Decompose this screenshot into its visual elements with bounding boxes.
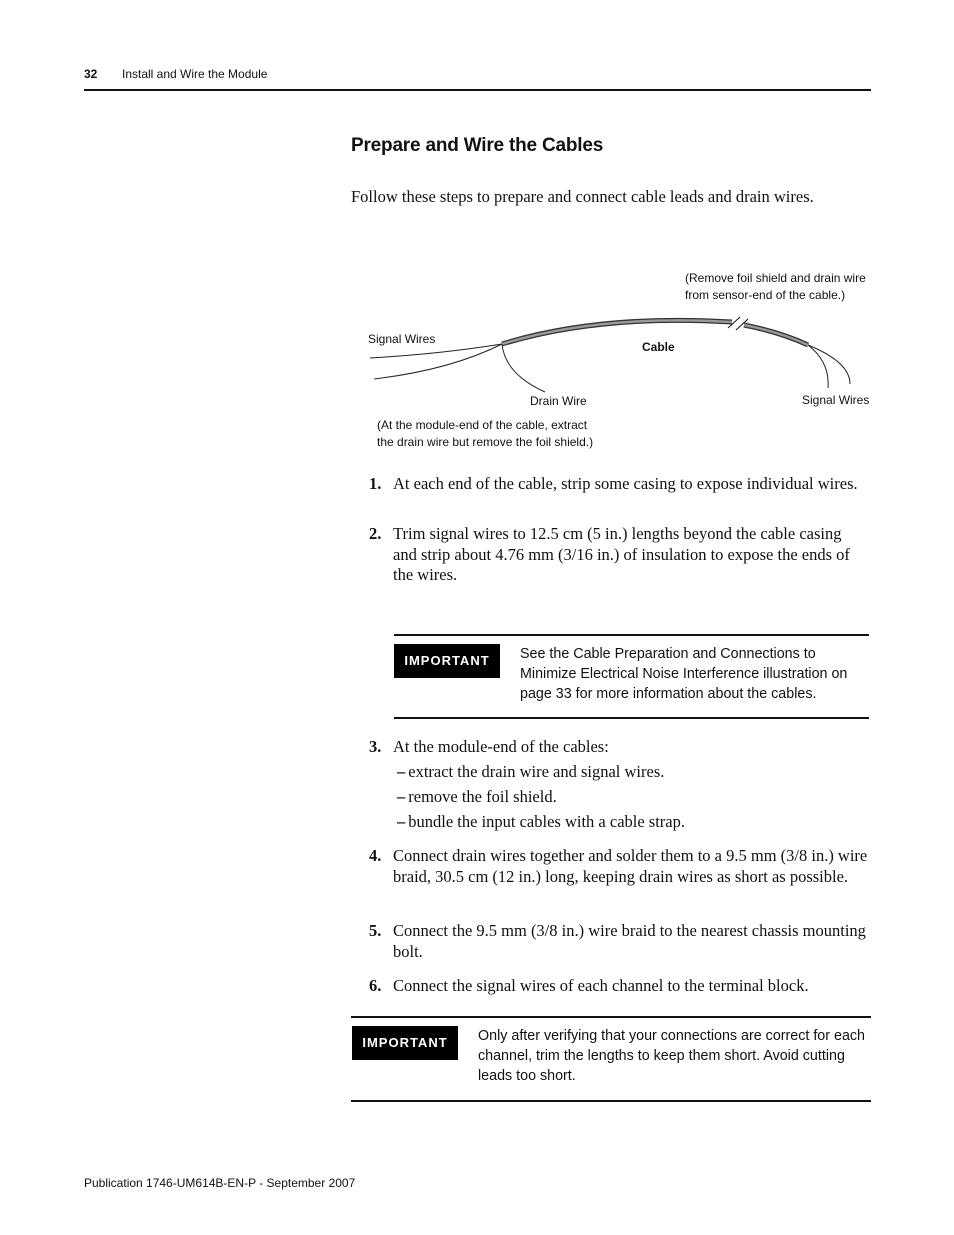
substep-1 — [397, 762, 664, 782]
substep-dash: – — [397, 787, 406, 806]
step-number: 4. — [369, 846, 382, 865]
substep-2 — [397, 787, 557, 807]
signal-wires-left-label: Signal Wires — [368, 332, 436, 346]
substep-dash: – — [397, 812, 406, 831]
step-text: Connect the 9.5 mm (3/8 in.) wire braid to the nearest chassis mounting bolt. — [393, 921, 866, 961]
important-badge: IMPORTANT — [394, 644, 500, 678]
drain-wire-label: Drain Wire — [530, 394, 587, 408]
module-end-note-line2: the drain wire but remove the foil shield.) — [377, 435, 594, 449]
substep-text: bundle the input cables with a cable strap. — [408, 812, 685, 831]
step-number: 5. — [369, 921, 382, 940]
page-number: 32 — [84, 67, 98, 81]
important-badge: IMPORTANT — [352, 1026, 458, 1060]
intro-paragraph: Follow these steps to prepare and connect cable leads and drain wires. — [351, 187, 814, 206]
header-title: Install and Wire the Module — [122, 67, 268, 81]
cable-diagram — [360, 262, 875, 462]
step-text: Connect drain wires together and solder them to a 9.5 mm (3/8 in.) wire braid, 30.5 cm (12 in.) long, keeping drain wires as short as possible. — [393, 846, 868, 886]
step-text: Connect the signal wires of each channel to the terminal block. — [393, 976, 809, 995]
important-box-2-bottom-rule — [351, 1100, 871, 1102]
important-text: Only after verifying that your connections are correct for each channel, trim the lengths to keep them short. Avoid cutting leads too short. — [478, 1028, 865, 1084]
step-number: 1. — [369, 474, 382, 493]
substep-text: remove the foil shield. — [408, 787, 557, 806]
step-text: Trim signal wires to 12.5 cm (5 in.) lengths beyond the cable casing and strip about 4.76 mm (3/16 in.) of insulation to expose the ends of the wires. — [393, 524, 850, 584]
header-rule — [84, 89, 871, 91]
module-end-note-line1: (At the module-end of the cable, extract — [377, 418, 588, 432]
substep-dash: – — [397, 762, 406, 781]
substep-text: extract the drain wire and signal wires. — [408, 762, 665, 781]
remove-foil-note-line2: from sensor-end of the cable.) — [685, 288, 846, 302]
section-title: Prepare and Wire the Cables — [351, 135, 604, 156]
signal-wires-right-label: Signal Wires — [802, 393, 870, 407]
step-text: At each end of the cable, strip some casing to expose individual wires. — [393, 474, 858, 493]
step-number: 2. — [369, 524, 382, 543]
important-box-1-top-rule — [394, 634, 869, 636]
step-number: 6. — [369, 976, 382, 995]
publication-footer: Publication 1746-UM614B-EN-P - September 2007 — [84, 1176, 356, 1190]
important-box-1-bottom-rule — [394, 717, 869, 719]
important-box-2-top-rule — [351, 1016, 871, 1018]
remove-foil-note-line1: (Remove foil shield and drain wire — [685, 271, 866, 285]
step-number: 3. — [369, 737, 382, 756]
substep-3 — [397, 812, 685, 832]
cable-label: Cable — [642, 340, 675, 354]
remove-foil-note — [685, 270, 866, 304]
important-text: See the Cable Preparation and Connections to Minimize Electrical Noise Interference illustration on page 33 for more information about the cables. — [520, 646, 848, 702]
step-text: At the module-end of the cables: — [393, 737, 609, 756]
module-end-note — [377, 417, 593, 451]
